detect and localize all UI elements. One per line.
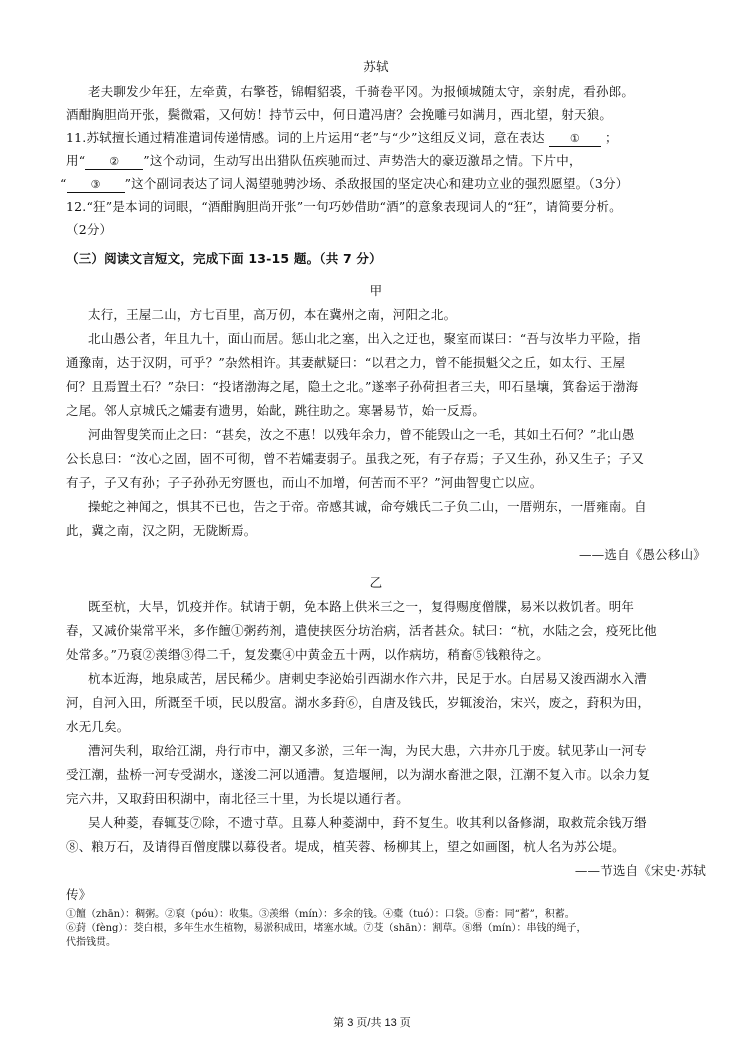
- question-12-line1: 12.“狂”是本词的词眼，“酒酣胸胆尚开张”一句巧妙借助“酒”的意象表现词人的“狂”，请简要分析。: [66, 199, 622, 214]
- passage-b-paragraph: 吴人种菱，春辄芟⑦除，不遗寸草。且募人种菱湖中，葑不复生。收其利以备修湖，取救荒余钱万缗: [88, 815, 647, 830]
- passage-b-paragraph: 水无几矣。: [66, 719, 130, 734]
- question-11-text: 用“: [66, 153, 86, 168]
- page-number: 第 3 页/共 13 页: [333, 1017, 411, 1029]
- question-11-text: ”这个副词表达了词人渴望驰骋沙场、杀敌报国的坚定决心和建功立业的强烈愿望。（3分）: [124, 176, 629, 191]
- passage-a-paragraph: 操蛇之神闻之，惧其不已也，告之于帝。帝感其诚，命夸娥氏二子负二山，一厝朔东，一厝雍南。自: [88, 499, 647, 514]
- passage-a-paragraph: 太行，王屋二山，方七百里，高万仞，本在冀州之南，河阳之北。: [88, 307, 457, 322]
- question-11-line1: [66, 129, 706, 147]
- question-11-text: 11.苏轼擅长通过精准遣词传递情感。词的上片运用“老”与“少”这组反义词，意在表达: [66, 130, 545, 145]
- answer-blank-1[interactable]: ①: [549, 132, 601, 147]
- passage-b-paragraph: 处常多。”乃裒②羡缗③得二千，复发橐④中黄金五十两，以作病坊，稍畜⑤钱粮待之。: [66, 647, 549, 662]
- passage-a-paragraph: 何？且焉置土石？”杂曰：“投诸渤海之尾，隐土之北。”遂率子孙荷担者三夫，叩石垦壤，箕畚运于渤海: [66, 379, 639, 394]
- passage-b-paragraph: 河，自河入田，所溉至千顷，民以殷富。湖水多葑⑥，自唐及钱氏，岁辄浚治，宋兴，废之，葑积为田，: [66, 695, 651, 710]
- passage-a-source: ——选自《愚公移山》: [578, 547, 706, 562]
- passage-a-paragraph: 有子，子又有孙；子子孙孙无穷匮也，而山不加增，何苦而不平？”河曲智叟亡以应。: [66, 475, 543, 490]
- passage-a-paragraph: 河曲智叟笑而止之曰：“甚矣，汝之不惠！以残年余力，曾不能毁山之一毛，其如土石何？”北山愚: [88, 427, 635, 442]
- passage-b-paragraph: 漕河失利，取给江湖，舟行市中，潮又多淤，三年一淘，为民大患，六井亦几于废。轼见茅山一河专: [88, 743, 647, 758]
- answer-blank-2[interactable]: ②: [85, 155, 143, 170]
- poem-line: 老夫聊发少年狂，左牵黄，右擎苍，锦帽貂裘，千骑卷平冈。为报倾城随太守，亲射虎，看孙郎。: [88, 84, 635, 99]
- question-11-punct: ；: [605, 130, 618, 145]
- passage-b-paragraph: 杭本近海，地泉咸苦，居民稀少。唐刺史李泌始引西湖水作六井，民足于水。白居易又浚西湖水入漕: [88, 671, 647, 686]
- passage-a-paragraph: 此，冀之南，汉之阴，无陇断焉。: [66, 523, 257, 538]
- footnote-line: 代指钱贯。: [66, 937, 116, 948]
- passage-b-source: 传》: [66, 887, 92, 902]
- poem-author: 苏轼: [363, 59, 389, 74]
- footnote-line: ⑥葑（fèng）：茭白根，多年生水生植物，易淤积成田，堵塞水域。⑦芟（shān）：割草。⑧缗（mín）：串钱的绳子，: [66, 923, 587, 934]
- passage-a-paragraph: 北山愚公者，年且九十，面山而居。惩山北之塞，出入之迂也，聚室而谋曰：“吾与汝毕力平险，指: [88, 331, 641, 346]
- question-11-line3: [60, 175, 700, 193]
- passage-b-paragraph: ⑧、粮万石，及请得百僧度牒以募役者。堤成，植芙蓉、杨柳其上，望之如画图，杭人名为苏公堤。: [66, 839, 625, 854]
- passage-b-title: 乙: [369, 575, 383, 590]
- passage-a-title: 甲: [369, 283, 383, 298]
- passage-b-paragraph: 完六井，又取葑田积湖中，南北径三十里，为长堤以通行者。: [66, 791, 409, 806]
- passage-a-paragraph: 公长息曰：“汝心之固，固不可彻，曾不若孀妻弱子。虽我之死，有子存焉；子又生孙，孙又生子；子又: [66, 451, 645, 466]
- passage-a-paragraph: 通豫南，达于汉阴，可乎？”杂然相许。其妻献疑曰：“以君之力，曾不能损魁父之丘，如太行、王屋: [66, 355, 626, 370]
- passage-b-source: ——节选自《宋史·苏轼: [574, 863, 706, 878]
- section-heading: （三）阅读文言短文，完成下面 13-15 题。（共 7 分）: [66, 251, 382, 266]
- question-11-text: “: [60, 176, 67, 191]
- passage-b-paragraph: 春，又减价粜常平米，多作饘①粥药剂，遣使挟医分坊治病，活者甚众。轼曰：“杭，水陆之会，疫死比他: [66, 623, 657, 638]
- poem-line: 酒酣胸胆尚开张，鬓微霜，又何妨！持节云中，何日遣冯唐？会挽雕弓如满月，西北望，射天狼。: [66, 107, 613, 122]
- passage-b-paragraph: 既至杭，大旱，饥疫并作。轼请于朝，免本路上供米三之一，复得赐度僧牒，易米以救饥者。明年: [88, 599, 635, 614]
- question-11-text: ”这个动词，生动写出出猎队伍疾驰而过、声势浩大的豪迈激昂之情。下片中，: [143, 153, 582, 168]
- passage-a-paragraph: 之尾。邻人京城氏之孀妻有遗男，始龀，跳往助之。寒暑易节，始一反焉。: [66, 403, 486, 418]
- question-12-line2: （2分）: [66, 222, 113, 237]
- footnote-line: ①饘（zhān）：稠粥。②裒（póu）：收集。③羡缗（mín）：多余的钱。④橐（tuó）：口袋。⑤畜：同“蓄”，积蓄。: [66, 909, 575, 920]
- passage-b-paragraph: 受江潮，盐桥一河专受湖水，遂浚二河以通漕。复造堰闸，以为湖水畜泄之限，江潮不复入市。以余力复: [66, 767, 651, 782]
- answer-blank-3[interactable]: ③: [67, 178, 125, 193]
- question-11-line2: [66, 152, 706, 170]
